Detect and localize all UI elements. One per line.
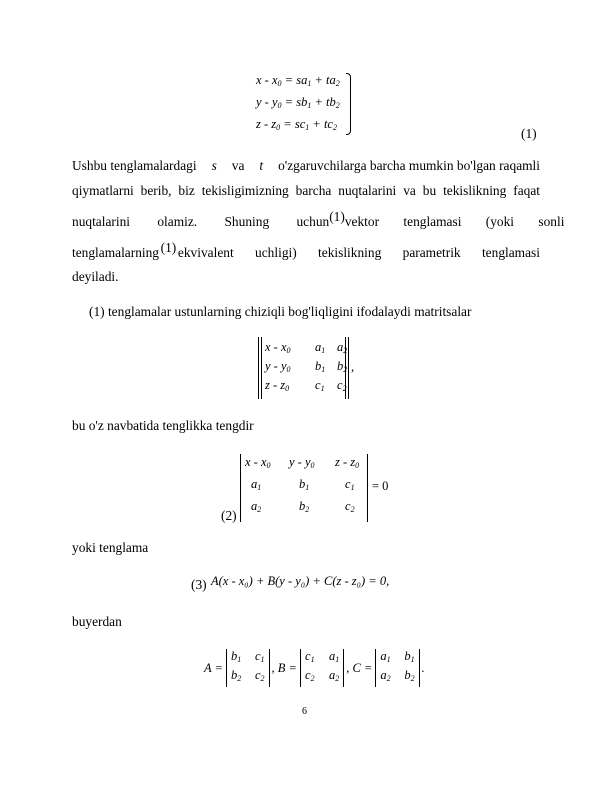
matrix-left-bar-outer	[258, 337, 259, 399]
para1-text-4b: ekvivalent uchligi) tekislikning parametrik tenglamasi	[177, 245, 540, 260]
eq1-line-3: $z - z_0 = sc_1 + tc_2$	[256, 117, 337, 132]
var-t: t	[259, 158, 264, 173]
matrix-trailing-comma: ,	[351, 360, 355, 374]
para1-text-4a: tenglamalarning	[72, 245, 160, 260]
coef-A-name: A =	[204, 660, 223, 675]
det2-row-3: $a_2$ $b_2$ $c_2$	[251, 499, 355, 514]
det-B: $c_1$ $a_1$ $c_2$ $a_2$	[300, 649, 344, 687]
matrix-row-2: y - $y_0$ $b_1$ $b_2$	[265, 359, 348, 374]
eq1-line-2: $y - y_0 = sb_1 + tb_2$	[256, 95, 340, 110]
matrix-body	[265, 340, 349, 397]
det-A: $b_1$ $c_1$ $b_2$ $c_2$	[226, 649, 270, 687]
det2-row-1: x - $x_0$ y - $y_0$ z - $z_0$	[245, 455, 360, 470]
para1-text-1b: o'zgaruvchilarga barcha mumkin bo'lgan raqamli	[278, 158, 540, 173]
matrix-right-bar-outer	[348, 337, 349, 399]
para2: (1) tenglamalar ustunlarning chiziqli bog'liqligini ifodalaydi matritsalar	[89, 304, 472, 319]
eq-ref-2: (1)	[160, 240, 177, 255]
var-s: s	[211, 158, 217, 173]
det2-left-bar	[240, 454, 241, 522]
para4: yoki tenglama	[72, 540, 149, 555]
eq1-brace	[346, 73, 351, 135]
para1-line-3	[72, 209, 565, 230]
para1-text-3b: vektor tenglamasi (yoki sonli	[344, 214, 565, 229]
eq2-label: (2)	[221, 508, 237, 523]
matrix-right-bar-inner	[345, 337, 346, 399]
eq1-line-1: $x - x_0 = sa_1 + ta_2$	[256, 73, 340, 88]
eq4-row	[204, 648, 425, 688]
eq1-label: (1)	[521, 126, 537, 141]
eq3-expression: A(x - x₀) + B(y - y₀) + C(z - z₀) = 0,	[211, 574, 390, 588]
det-C: $a_1$ $b_1$ $a_2$ $b_2$	[375, 649, 419, 687]
para3: bu o'z navbatida tenglikka tengdir	[72, 418, 254, 433]
det2-rhs: = 0	[372, 479, 389, 493]
matrix-left-bar-inner	[261, 337, 262, 399]
page-number: 6	[302, 706, 307, 717]
eq3-label: (3)	[191, 577, 207, 592]
para1-line-4	[72, 240, 540, 261]
para1-text-1a: Ushbu tenglamalardagi	[72, 158, 197, 173]
para1-line-2: qiymatlarni berib, biz tekisligimizning barcha nuqtalarini va bu tekislikning faqat	[72, 183, 540, 198]
matrix-row-3: z - $z_0$ $c_1$ $c_2$	[265, 378, 347, 393]
para1-text-3a: nuqtalarini olamiz. Shuning uchun	[72, 214, 330, 229]
eq1-system	[256, 73, 356, 139]
matrix-row-1: x - $x_0$ $a_1$ $a_2$	[265, 340, 348, 355]
eq4-end: .	[421, 660, 425, 675]
para1-line-5: deyiladi.	[72, 269, 119, 284]
det2-body	[245, 455, 380, 521]
det2-row-2: $a_1$ $b_1$ $c_1$	[251, 477, 355, 492]
det2-right-bar	[367, 454, 368, 522]
eq-ref-1: (1)	[329, 209, 345, 224]
para1-line-1	[72, 158, 540, 174]
coef-B-name: , B =	[271, 660, 297, 675]
coef-C-name: , C =	[346, 660, 373, 675]
word-va: va	[231, 158, 245, 173]
para5: buyerdan	[72, 614, 122, 629]
